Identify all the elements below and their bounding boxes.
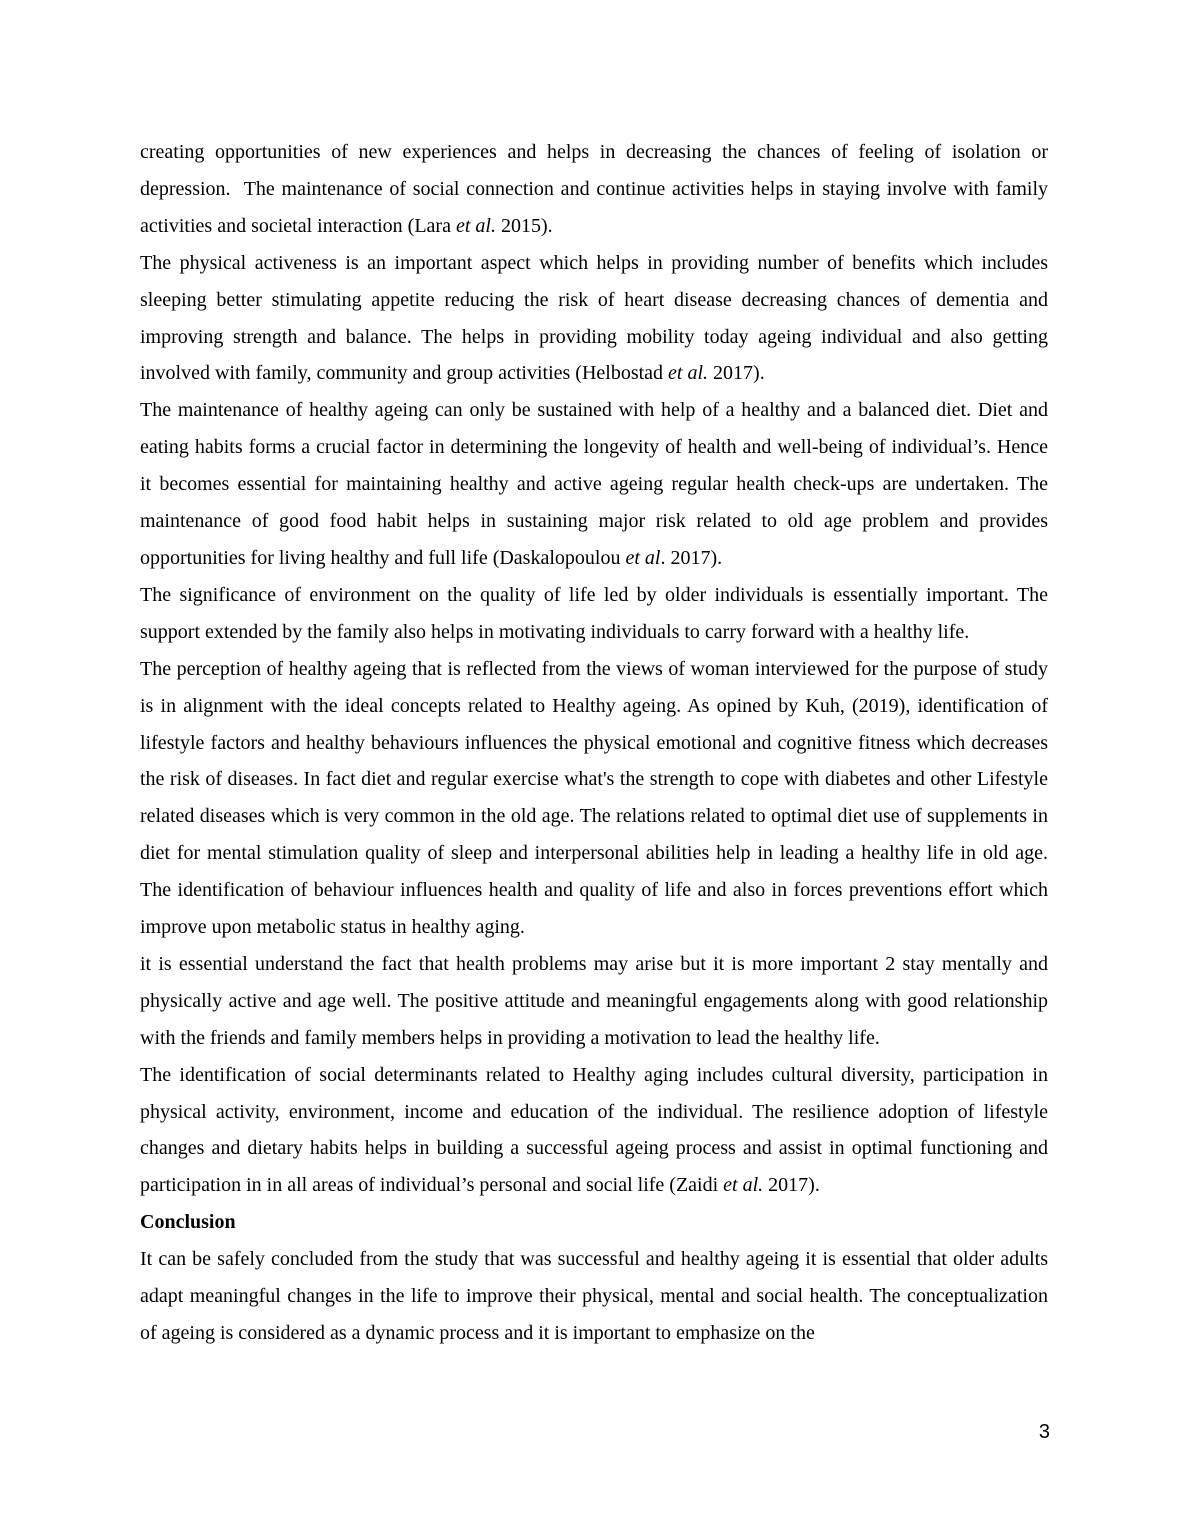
- citation-et-al: et al: [625, 546, 661, 569]
- citation-et-al: et al.: [723, 1174, 764, 1197]
- body-paragraph: creating opportunities of new experiences and helps in decreasing the chances of feeling of isolation or depression. The maintenance of social connection and continue activities helps in staying involve with family activities and societal interaction (Lara et al. 2015).: [140, 141, 1048, 237]
- body-paragraph: The significance of environment on the quality of life led by older individuals is essentially important. The support extended by the family also helps in motivating individuals to carry forward with a healthy life.: [140, 583, 1048, 643]
- conclusion-paragraph: It can be safely concluded from the study that was successful and healthy ageing it is essential that older adults adapt meaningful changes in the life to improve their physical, mental and social health. The conceptualization of ageing is considered as a dynamic process and it is important to emphasize on the: [140, 1248, 1048, 1344]
- page-body: [140, 134, 1048, 1352]
- citation-et-al: et al.: [455, 214, 496, 237]
- page-number: 3: [1038, 1421, 1050, 1443]
- body-paragraph: The perception of healthy ageing that is reflected from the views of woman interviewed for the purpose of study is in alignment with the ideal concepts related to Healthy ageing. As opined by Kuh, (2019), identification of lifestyle factors and healthy behaviours influences the physical emotional and cognitive fitness which decreases the risk of diseases. In fact diet and regular exercise what's the strength to cope with diabetes and other Lifestyle related diseases which is very common in the old age. The relations related to optimal diet use of supplements in diet for mental stimulation quality of sleep and interpersonal abilities help in leading a healthy life in old age. The identification of behaviour influences health and quality of life and also in forces preventions effort which improve upon metabolic status in healthy aging.: [140, 657, 1048, 939]
- citation-et-al: et al.: [668, 362, 709, 385]
- body-paragraph: The identification of social determinants related to Healthy aging includes cultural diversity, participation in physical activity, environment, income and education of the individual. The resilience adoption of lifestyle changes and dietary habits helps in building a successful ageing process and assist in optimal functioning and participation in in all areas of individual’s personal and social life (Zaidi et al. 2017).: [140, 1063, 1048, 1197]
- body-paragraph: The maintenance of healthy ageing can only be sustained with help of a healthy and a balanced diet. Diet and eating habits forms a crucial factor in determining the longevity of health and well-being of individual’s. Hence it becomes essential for maintaining healthy and active ageing regular health check-ups are undertaken. The maintenance of good food habit helps in sustaining major risk related to old age problem and provides opportunities for living healthy and full life (Daskalopoulou et al. 2017).: [140, 399, 1048, 569]
- conclusion-heading: Conclusion: [140, 1211, 236, 1234]
- body-paragraph: The physical activeness is an important aspect which helps in providing number of benefits which includes sleeping better stimulating appetite reducing the risk of heart disease decreasing chances of dementia and improving strength and balance. The helps in providing mobility today ageing individual and also getting involved with family, community and group activities (Helbostad et al. 2017).: [140, 251, 1048, 385]
- body-paragraph: it is essential understand the fact that health problems may arise but it is more important 2 stay mentally and physically active and age well. The positive attitude and meaningful engagements along with good relationship with the friends and family members helps in providing a motivation to lead the healthy life.: [140, 952, 1048, 1049]
